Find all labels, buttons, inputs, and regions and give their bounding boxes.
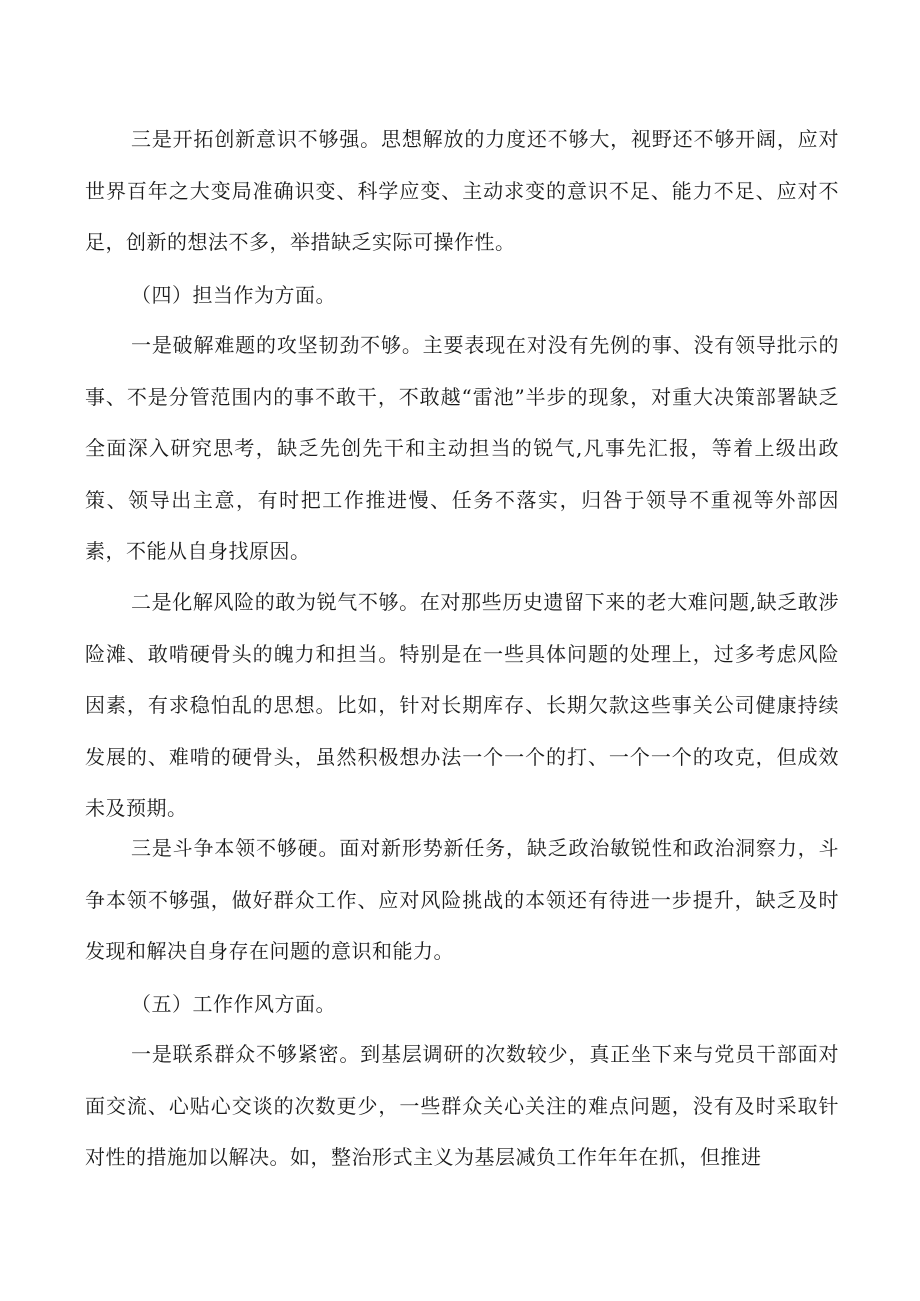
paragraph-struggle xyxy=(85,823,839,978)
paragraph-text: 三是斗争本领不够硬。面对新形势新任务，缺乏政治敏锐性和政治洞察力，斗争本领不够强，做好群众工作、应对风险挑战的本领还有待进一步提升，缺乏及时发现和解决自身存在问题的意识和能力。 xyxy=(85,836,839,963)
paragraph-masses xyxy=(85,1029,839,1184)
paragraph-text: 一是联系群众不够紧密。到基层调研的次数较少，真正坐下来与党员干部面对面交流、心贴心交谈的次数更少，一些群众关心关注的难点问题，没有及时采取针对性的措施加以解决。如，整治形式主义为基层减负工作年年在抓，但推进 xyxy=(85,1042,839,1169)
paragraph-risk xyxy=(85,577,839,835)
paragraph-innovation xyxy=(85,114,839,269)
section-heading-4: （四）担当作为方面。 xyxy=(131,283,336,307)
section-heading-5: （五）工作作风方面。 xyxy=(131,992,336,1016)
paragraph-text: 二是化解风险的敢为锐气不够。在对那些历史遗留下来的老大难问题,缺乏敢涉险滩、敢啃硬骨头的魄力和担当。特别是在一些具体问题的处理上，过多考虑风险因素，有求稳怕乱的思想。比如，针对长期库存、长期欠款这些事关公司健康持续发展的、难啃的硬骨头，虽然积极想办法一个一个的打、一个一个的攻克，但成效未及预期。 xyxy=(85,590,839,820)
paragraph-text: 一是破解难题的攻坚韧劲不够。主要表现在对没有先例的事、没有领导批示的事、不是分管范围内的事不敢干，不敢越“雷池”半步的现象，对重大决策部署缺乏全面深入研究思考，缺乏先创先干和主动担当的锐气,凡事先汇报，等着上级出政策、领导出主意，有时把工作推进慢、任务不落实，归咎于领导不重视等外部因素，不能从自身找原因。 xyxy=(85,333,839,563)
paragraph-text: 三是开拓创新意识不够强。思想解放的力度还不够大，视野还不够开阔，应对世界百年之大变局准确识变、科学应变、主动求变的意识不足、能力不足、应对不足，创新的想法不多，举措缺乏实际可操作性。 xyxy=(85,127,839,254)
paragraph-problem-solving xyxy=(85,320,839,578)
